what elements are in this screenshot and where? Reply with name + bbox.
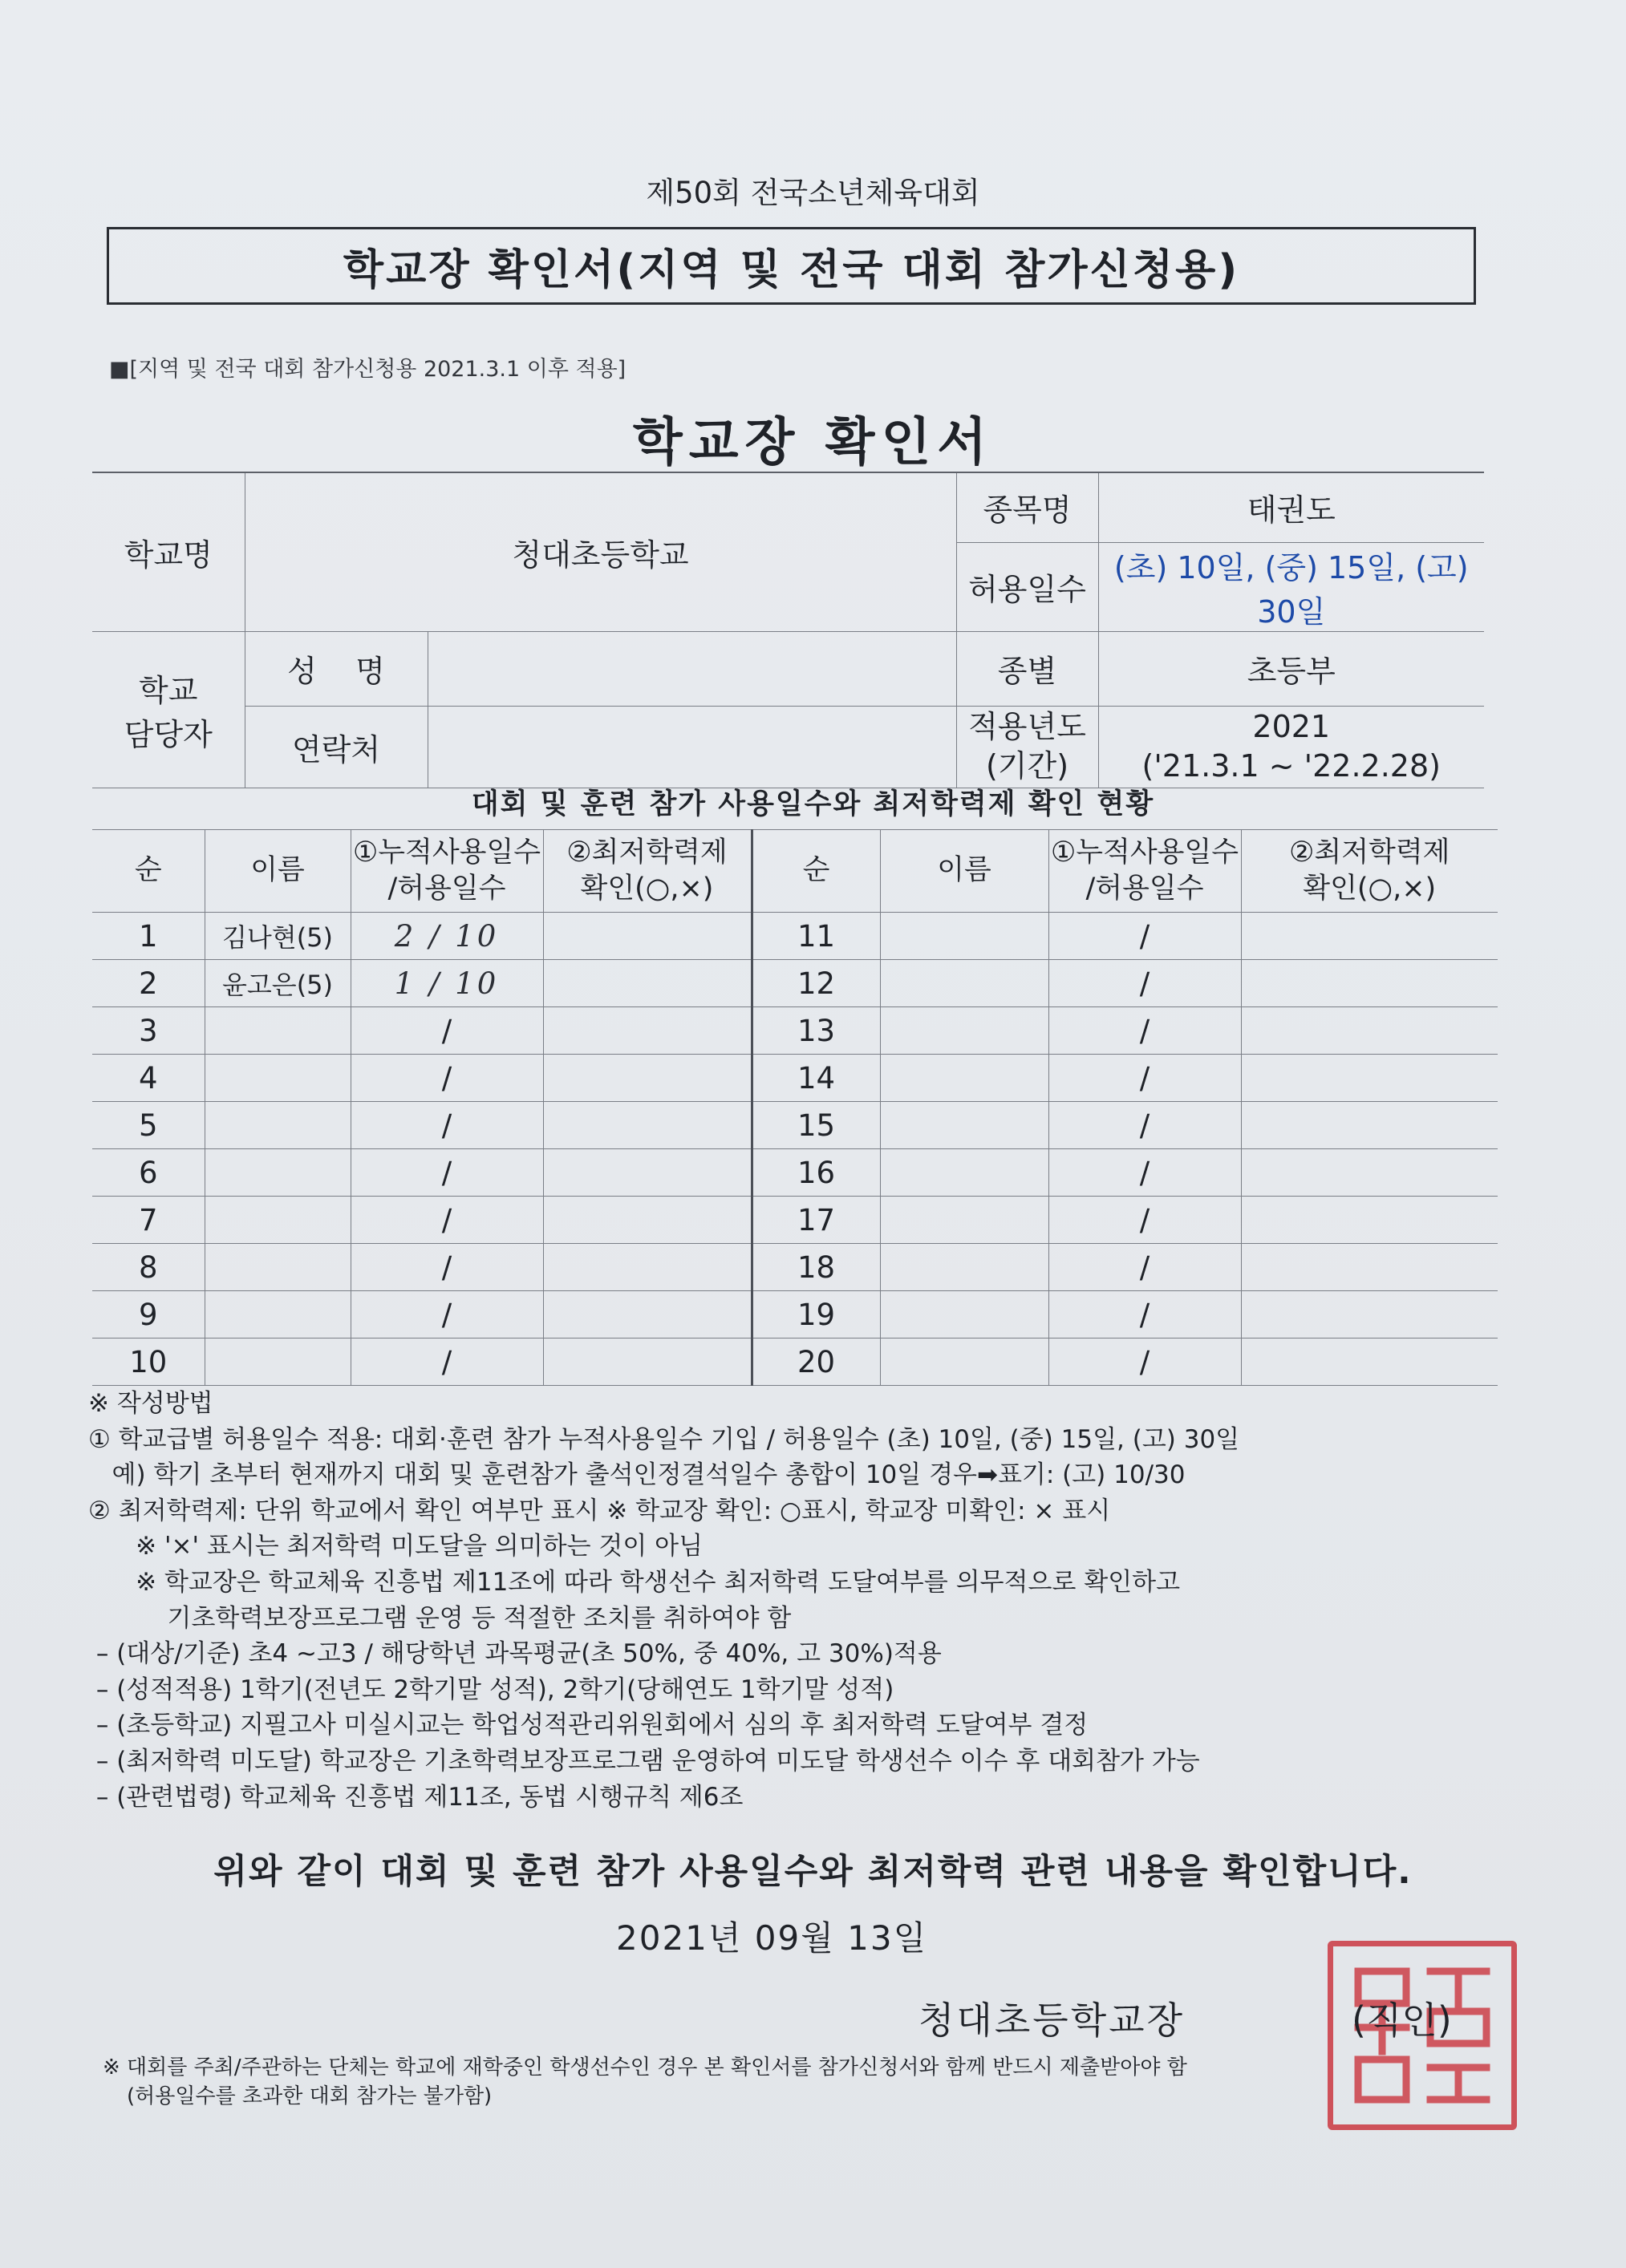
sport-value: 태권도 xyxy=(1098,472,1484,542)
check-cell[interactable] xyxy=(1241,1197,1498,1244)
table-row xyxy=(92,1197,1498,1244)
method-line: 기초학력보장프로그램 운영 등 적절한 조치를 취하여야 함 xyxy=(88,1603,792,1633)
event-title: 제50회 전국소년체육대회 xyxy=(646,176,980,210)
order-cell: 11 xyxy=(752,913,880,960)
year-value xyxy=(1098,706,1484,788)
check-cell[interactable] xyxy=(543,1291,752,1339)
name-cell[interactable] xyxy=(880,1244,1048,1291)
school-name-value: 청대초등학교 xyxy=(245,472,956,631)
name-cell[interactable]: 윤고은(5) xyxy=(205,960,351,1007)
document-box-title: 학교장 확인서(지역 및 전국 대회 참가신청용) xyxy=(107,227,1476,305)
header-days-right-line1: ①누적사용일수 xyxy=(1050,836,1239,869)
check-cell[interactable] xyxy=(1241,913,1498,960)
order-cell: 5 xyxy=(92,1102,205,1149)
year-label xyxy=(956,706,1098,788)
days-cell[interactable]: / xyxy=(351,1055,543,1102)
days-cell[interactable]: / xyxy=(1048,960,1241,1007)
table-row xyxy=(92,1055,1498,1102)
name-cell[interactable] xyxy=(205,1197,351,1244)
name-cell[interactable] xyxy=(205,1244,351,1291)
division-label: 종별 xyxy=(956,631,1098,706)
contact-phone-value[interactable] xyxy=(428,706,956,788)
participation-table xyxy=(92,829,1498,1386)
name-cell[interactable] xyxy=(880,1149,1048,1197)
footnote xyxy=(103,2053,1187,2111)
check-cell[interactable] xyxy=(1241,1149,1498,1197)
name-cell[interactable] xyxy=(880,1102,1048,1149)
allowed-days-value: (초) 10일, (중) 15일, (고) 30일 xyxy=(1098,542,1484,631)
name-cell[interactable] xyxy=(880,1055,1048,1102)
order-cell: 12 xyxy=(752,960,880,1007)
header-check-line1: ②최저학력제 xyxy=(566,836,728,869)
writing-method-section xyxy=(88,1386,1516,1815)
order-cell: 3 xyxy=(92,1007,205,1055)
method-line: ② 최저학력제: 단위 학교에서 확인 여부만 표시 ※ 학교장 확인: ○표시, 학교장 미확인: × 표시 xyxy=(88,1496,1111,1525)
check-cell[interactable] xyxy=(543,960,752,1007)
order-cell: 18 xyxy=(752,1244,880,1291)
check-cell[interactable] xyxy=(1241,1291,1498,1339)
header-days-right xyxy=(1048,830,1241,913)
order-cell: 10 xyxy=(92,1339,205,1386)
days-cell[interactable]: / xyxy=(351,1339,543,1386)
year-value-line1: 2021 xyxy=(1252,708,1331,744)
days-cell[interactable]: / xyxy=(1048,1339,1241,1386)
check-cell[interactable] xyxy=(543,1055,752,1102)
table-row xyxy=(92,913,1498,960)
check-cell[interactable] xyxy=(1241,1339,1498,1386)
header-check-right xyxy=(1241,830,1498,913)
name-cell[interactable] xyxy=(205,1149,351,1197)
days-cell[interactable]: 1 / 10 xyxy=(351,960,543,1007)
days-cell[interactable]: / xyxy=(1048,1102,1241,1149)
method-line: ※ 작성방법 xyxy=(88,1389,213,1418)
header-check-right-line2: 확인(○,×) xyxy=(1303,873,1437,905)
check-cell[interactable] xyxy=(543,1149,752,1197)
order-cell: 15 xyxy=(752,1102,880,1149)
header-order-right: 순 xyxy=(752,830,880,913)
allowed-days-label: 허용일수 xyxy=(956,542,1098,631)
method-line: ① 학교급별 허용일수 적용: 대회·훈련 참가 누적사용일수 기입 / 허용일수 (초) 10일, (중) 15일, (고) 30일 xyxy=(88,1424,1240,1454)
contact-person-label-line1: 학교 xyxy=(139,672,198,708)
order-cell: 7 xyxy=(92,1197,205,1244)
check-cell[interactable] xyxy=(1241,1244,1498,1291)
order-cell: 6 xyxy=(92,1149,205,1197)
header-days-right-line2: /허용일수 xyxy=(1085,873,1204,905)
days-cell[interactable]: / xyxy=(351,1102,543,1149)
name-cell[interactable] xyxy=(880,1291,1048,1339)
header-order: 순 xyxy=(92,830,205,913)
order-cell: 19 xyxy=(752,1291,880,1339)
section-title: 대회 및 훈련 참가 사용일수와 최저학력제 확인 현황 xyxy=(471,788,1155,820)
days-cell[interactable]: / xyxy=(1048,913,1241,960)
days-cell[interactable]: / xyxy=(1048,1055,1241,1102)
name-cell[interactable] xyxy=(880,1339,1048,1386)
table-row xyxy=(92,1102,1498,1149)
order-cell: 14 xyxy=(752,1055,880,1102)
order-cell: 4 xyxy=(92,1055,205,1102)
days-cell[interactable]: / xyxy=(1048,1197,1241,1244)
name-cell[interactable] xyxy=(205,1291,351,1339)
order-cell: 13 xyxy=(752,1007,880,1055)
check-cell[interactable] xyxy=(543,1007,752,1055)
order-cell: 8 xyxy=(92,1244,205,1291)
order-cell: 2 xyxy=(92,960,205,1007)
method-line: – (성적적용) 1학기(전년도 2학기말 성적), 2학기(당해연도 1학기말 성적) xyxy=(88,1675,894,1704)
name-cell[interactable] xyxy=(205,1102,351,1149)
name-cell[interactable] xyxy=(880,913,1048,960)
check-cell[interactable] xyxy=(543,1197,752,1244)
contact-phone-label: 연락처 xyxy=(245,706,428,788)
check-cell[interactable] xyxy=(543,1244,752,1291)
check-cell[interactable] xyxy=(543,1339,752,1386)
table-row xyxy=(92,960,1498,1007)
method-line: ※ '×' 표시는 최저학력 미도달을 의미하는 것이 아님 xyxy=(88,1532,704,1561)
days-cell[interactable]: 2 / 10 xyxy=(351,913,543,960)
name-cell[interactable] xyxy=(880,1007,1048,1055)
year-label-line2: (기간) xyxy=(985,748,1069,784)
days-cell[interactable]: / xyxy=(351,1244,543,1291)
contact-person-label-line2: 담당자 xyxy=(124,716,213,752)
contact-person-label xyxy=(92,631,245,788)
method-line: – (대상/기준) 초4 ~고3 / 해당학년 과목평균(초 50%, 중 40%, 고 30%)적용 xyxy=(88,1639,942,1669)
days-cell[interactable]: / xyxy=(1048,1007,1241,1055)
sport-label: 종목명 xyxy=(956,472,1098,542)
confirmation-statement: 위와 같이 대회 및 훈련 참가 사용일수와 최저학력 관련 내용을 확인합니다. xyxy=(213,1852,1413,1892)
days-cell[interactable]: / xyxy=(351,1149,543,1197)
days-cell[interactable]: / xyxy=(1048,1244,1241,1291)
days-cell[interactable]: / xyxy=(351,1007,543,1055)
header-days-line2: /허용일수 xyxy=(387,873,506,905)
year-value-line2: ('21.3.1 ~ '22.2.28) xyxy=(1141,748,1441,784)
signature-date: 2021년 09월 13일 xyxy=(616,1918,928,1958)
check-cell[interactable] xyxy=(1241,1007,1498,1055)
name-cell[interactable]: 김나현(5) xyxy=(205,913,351,960)
table-row xyxy=(92,1007,1498,1055)
main-title: 학교장 확인서 xyxy=(632,413,994,472)
school-info-table xyxy=(92,472,1484,788)
footnote-line2: (허용일수를 초과한 대회 참가는 불가함) xyxy=(127,2084,493,2108)
table-row xyxy=(92,1291,1498,1339)
applicability-note: ■[지역 및 전국 대회 참가신청용 2021.3.1 이후 적용] xyxy=(109,357,626,382)
method-line: – (초등학교) 지필고사 미실시교는 학업성적관리위원회에서 심의 후 최저학력 도달여부 결정 xyxy=(88,1711,1089,1740)
method-line: – (관련법령) 학교체육 진흥법 제11조, 동법 시행규칙 제6조 xyxy=(88,1782,744,1812)
header-days-line1: ①누적사용일수 xyxy=(352,836,541,869)
header-check-right-line1: ②최저학력제 xyxy=(1289,836,1450,869)
order-cell: 20 xyxy=(752,1339,880,1386)
table-row xyxy=(92,1149,1498,1197)
check-cell[interactable] xyxy=(1241,1102,1498,1149)
method-line: – (최저학력 미도달) 학교장은 기초학력보장프로그램 운영하여 미도달 학생선수 이수 후 대회참가 가능 xyxy=(88,1746,1200,1776)
header-name: 이름 xyxy=(205,830,351,913)
days-cell[interactable]: / xyxy=(351,1197,543,1244)
year-label-line1: 적용년도 xyxy=(968,708,1086,744)
order-cell: 1 xyxy=(92,913,205,960)
principal-title: 청대초등학교장 xyxy=(918,1999,1186,2042)
check-cell[interactable] xyxy=(1241,1055,1498,1102)
header-check-line2: 확인(○,×) xyxy=(580,873,714,905)
name-cell[interactable] xyxy=(205,1055,351,1102)
method-line: 예) 학기 초부터 현재까지 대회 및 훈련참가 출석인정결석일수 총합이 10일 경우➡표기: (고) 10/30 xyxy=(88,1460,1186,1490)
header-check xyxy=(543,830,752,913)
name-cell[interactable] xyxy=(205,1339,351,1386)
days-cell[interactable]: / xyxy=(1048,1291,1241,1339)
order-cell: 9 xyxy=(92,1291,205,1339)
contact-name-value[interactable] xyxy=(428,631,956,706)
header-name-right: 이름 xyxy=(880,830,1048,913)
days-cell[interactable]: / xyxy=(1048,1149,1241,1197)
header-days xyxy=(351,830,543,913)
days-cell[interactable]: / xyxy=(351,1291,543,1339)
table-header-row xyxy=(92,830,1498,913)
contact-name-label: 성 명 xyxy=(245,631,428,706)
seal-label: (직인) xyxy=(1352,1999,1452,2042)
school-name-label: 학교명 xyxy=(92,472,245,631)
check-cell[interactable] xyxy=(543,913,752,960)
table-row xyxy=(92,1244,1498,1291)
order-cell: 16 xyxy=(752,1149,880,1197)
division-value: 초등부 xyxy=(1098,631,1484,706)
check-cell[interactable] xyxy=(1241,960,1498,1007)
check-cell[interactable] xyxy=(543,1102,752,1149)
method-line: ※ 학교장은 학교체육 진흥법 제11조에 따라 학생선수 최저학력 도달여부를 의무적으로 확인하고 xyxy=(88,1567,1181,1597)
name-cell[interactable] xyxy=(880,960,1048,1007)
table-row xyxy=(92,1339,1498,1386)
footnote-line1: ※ 대회를 주최/주관하는 단체는 학교에 재학중인 학생선수인 경우 본 확인서를 참가신청서와 함께 반드시 제출받아야 함 xyxy=(103,2055,1187,2080)
name-cell[interactable] xyxy=(205,1007,351,1055)
name-cell[interactable] xyxy=(880,1197,1048,1244)
order-cell: 17 xyxy=(752,1197,880,1244)
